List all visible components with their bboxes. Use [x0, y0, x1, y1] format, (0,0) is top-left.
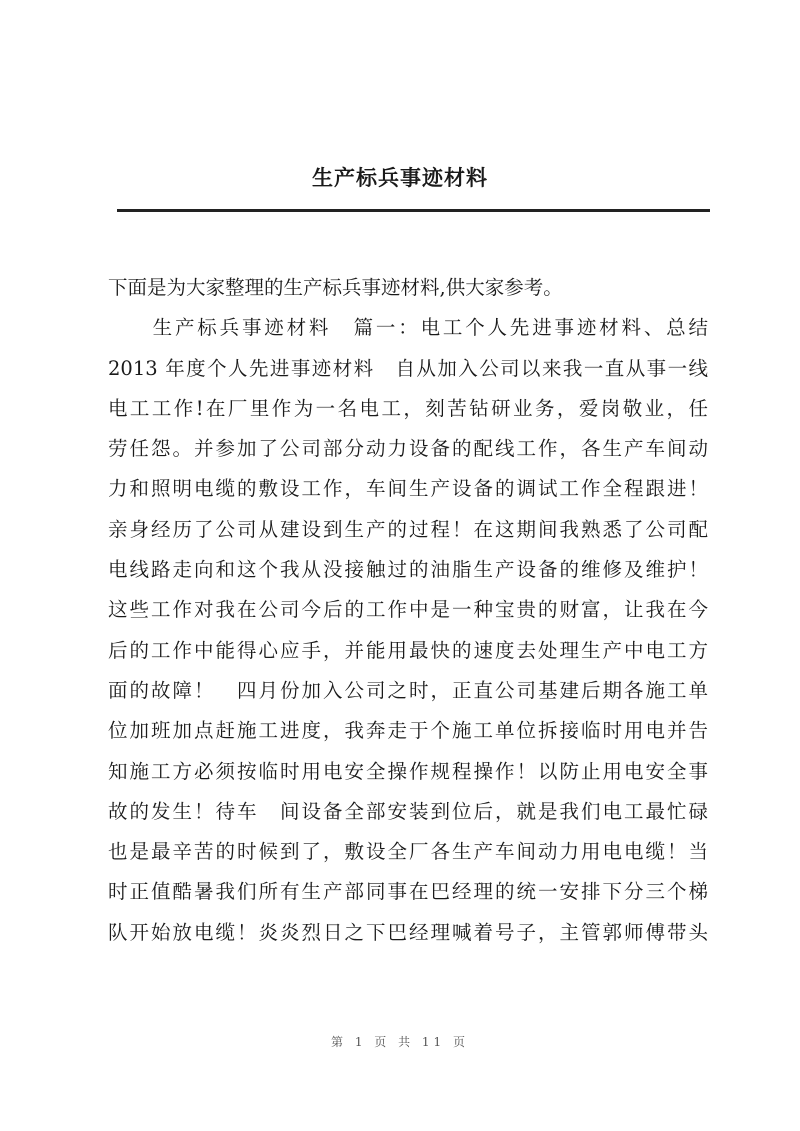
body-line: 后的工作中能得心应手，并能用最快的速度去处理生产中电工方 — [108, 638, 708, 662]
body-line: 这些工作对我在公司今后的工作中是一种宝贵的财富，让我在今 — [108, 598, 708, 622]
body-line: 2013 年度个人先进事迹材料 自从加入公司以来我一直从事一线 — [108, 356, 708, 380]
body-line: 劳任怨。并参加了公司部分动力设备的配线工作，各生产车间动 — [108, 437, 708, 461]
body-line: 亲身经历了公司从建设到生产的过程！在这期间我熟悉了公司配 — [108, 517, 708, 541]
body-line: 电工工作!在厂里作为一名电工，刻苦钻研业务，爱岗敬业，任 — [108, 396, 708, 420]
document-body — [108, 268, 708, 953]
body-line: 位加班加点赶施工进度，我奔走于个施工单位拆接临时用电并告 — [108, 719, 708, 743]
body-line: 故的发生！待车 间设备全部安装到位后，就是我们电工最忙碌 — [108, 799, 708, 823]
body-line: 知施工方必须按临时用电安全操作规程操作！以防止用电安全事 — [108, 759, 708, 783]
page-number-footer: 第 1 页 共 11 页 — [331, 1035, 469, 1049]
body-line: 电线路走向和这个我从没接触过的油脂生产设备的维修及维护！ — [108, 558, 708, 582]
body-line: 队开始放电缆！炎炎烈日之下巴经理喊着号子，主管郭师傅带头 — [108, 920, 708, 944]
body-line: 时正值酷暑我们所有生产部同事在巴经理的统一安排下分三个梯 — [108, 880, 708, 904]
body-line: 力和照明电缆的敷设工作，车间生产设备的调试工作全程跟进！ — [108, 477, 708, 501]
body-line: 面的故障！ 四月份加入公司之时，正直公司基建后期各施工单 — [108, 678, 708, 702]
title-divider — [117, 209, 710, 212]
body-line: 也是最辛苦的时候到了，敷设全厂各生产车间动力用电电缆！当 — [108, 840, 708, 864]
body-line: 生产标兵事迹材料 篇一：电工个人先进事迹材料、总结 — [108, 316, 708, 340]
body-line: 下面是为大家整理的生产标兵事迹材料,供大家参考。 — [108, 276, 563, 299]
document-title: 生产标兵事迹材料 — [312, 166, 488, 190]
